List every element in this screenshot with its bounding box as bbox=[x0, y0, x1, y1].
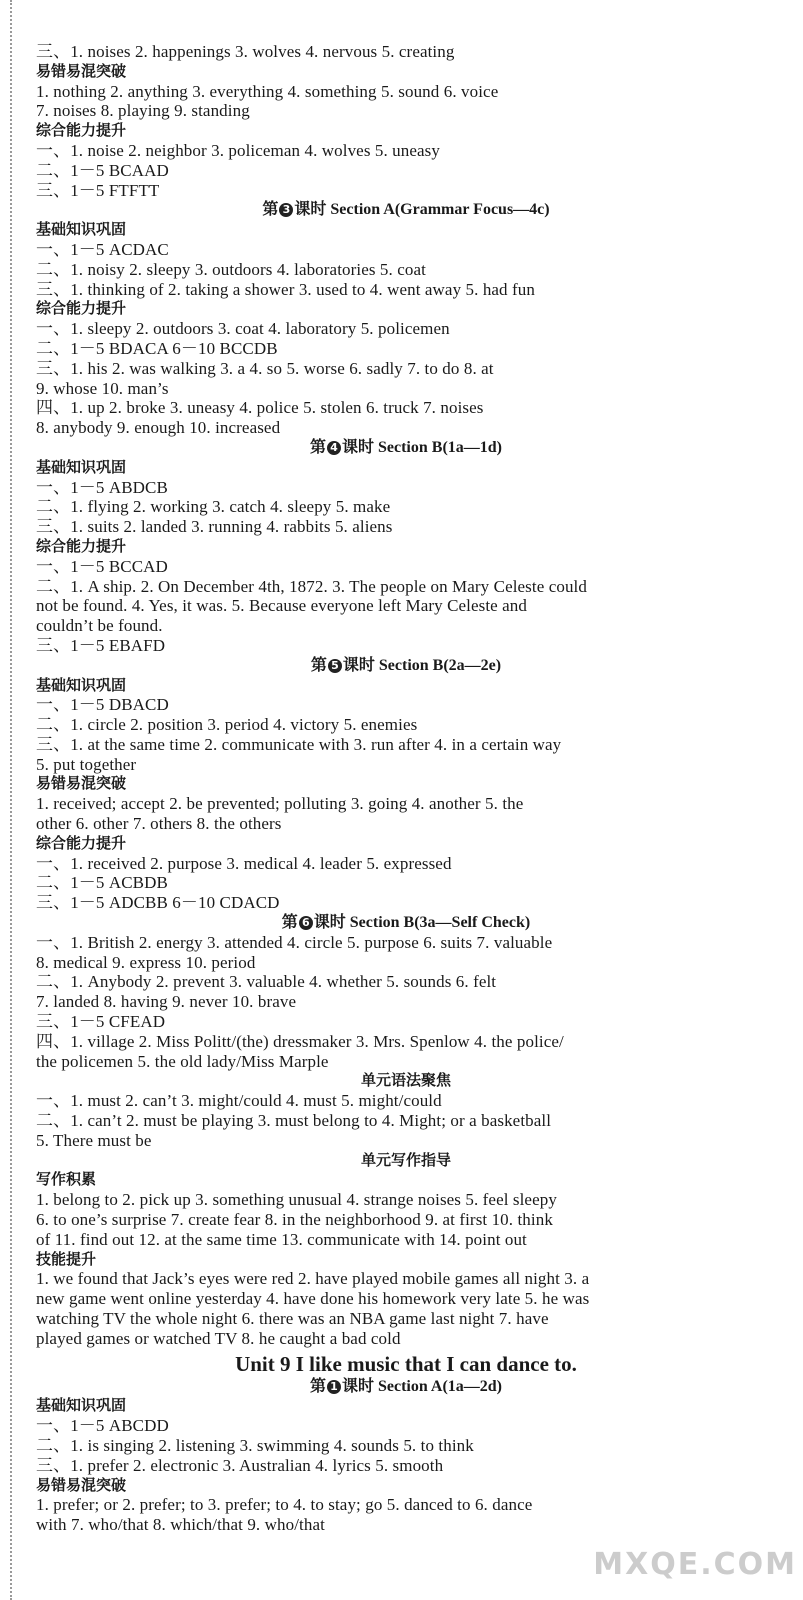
lesson-prefix: 第 bbox=[309, 438, 326, 456]
lesson-number-badge: 4 bbox=[327, 441, 341, 455]
answer-line: 一、1. sleepy 2. outdoors 3. coat 4. laboratory 5. policemen bbox=[36, 319, 450, 339]
lesson-heading bbox=[36, 1377, 776, 1397]
answer-line: new game went online yesterday 4. have done his homework very late 5. he was bbox=[36, 1289, 590, 1309]
lesson-prefix: 第 bbox=[309, 1377, 326, 1395]
lesson-heading bbox=[36, 200, 776, 220]
unit-title: Unit 9 I like music that I can dance to. bbox=[235, 1351, 577, 1376]
answer-line: 5. There must be bbox=[36, 1130, 152, 1150]
lesson-number-badge: 3 bbox=[279, 203, 293, 217]
answer-line: 一、1－5 ABCDD bbox=[36, 1416, 169, 1436]
answer-line: 三、1. at the same time 2. communicate with 3. run after 4. in a certain way bbox=[36, 734, 562, 754]
answer-line: 四、1. up 2. broke 3. uneasy 4. police 5. stolen 6. truck 7. noises bbox=[36, 398, 484, 418]
answer-line: 二、1. Anybody 2. prevent 3. valuable 4. whether 5. sounds 6. felt bbox=[36, 972, 497, 992]
answer-line: 7. landed 8. having 9. never 10. brave bbox=[36, 992, 297, 1012]
answers-unit9-section bbox=[36, 1377, 776, 1535]
section-subheading: 综合能力提升 bbox=[36, 833, 127, 852]
lesson-title: 课时 Section A(1a—2d) bbox=[342, 1377, 503, 1395]
answer-line: 二、1. flying 2. working 3. catch 4. sleepy 5. make bbox=[36, 497, 391, 517]
answer-line: 二、1. is singing 2. listening 3. swimming 4. sounds 5. to think bbox=[36, 1435, 474, 1455]
answer-line: not be found. 4. Yes, it was. 5. Because everyone left Mary Celeste and bbox=[36, 596, 528, 616]
lesson-heading bbox=[36, 913, 776, 933]
answer-line: 二、1－5 ACBDB bbox=[36, 873, 168, 893]
answer-line: 二、1. noisy 2. sleepy 3. outdoors 4. laboratories 5. coat bbox=[36, 259, 426, 279]
lesson-number-badge: 1 bbox=[327, 1380, 341, 1394]
lesson-title: 课时 Section B(3a—Self Check) bbox=[313, 914, 531, 932]
answer-line: 二、1－5 BDACA 6－10 BCCDB bbox=[36, 338, 278, 358]
block-heading: 单元写作指导 bbox=[360, 1150, 451, 1169]
answer-line: 6. to one’s surprise 7. create fear 8. in the neighborhood 9. at first 10. think bbox=[36, 1210, 553, 1230]
answer-line: 1. we found that Jack’s eyes were red 2. have played mobile games all night 3. a bbox=[36, 1269, 590, 1289]
section-subheading: 基础知识巩固 bbox=[36, 1396, 127, 1415]
answer-line: 三、1－5 CFEAD bbox=[36, 1012, 166, 1032]
answer-line: 一、1－5 DBACD bbox=[36, 695, 169, 715]
answer-line: 二、1－5 BCAAD bbox=[36, 160, 169, 180]
answer-line: 三、1－5 EBAFD bbox=[36, 635, 166, 655]
lesson-prefix: 第 bbox=[281, 914, 298, 932]
section-subheading: 基础知识巩固 bbox=[36, 220, 127, 239]
answer-line: couldn’t be found. bbox=[36, 616, 163, 636]
answer-line: 一、1. received 2. purpose 3. medical 4. leader 5. expressed bbox=[36, 853, 452, 873]
answer-line: 一、1－5 ACDAC bbox=[36, 239, 169, 259]
answer-line: 三、1. suits 2. landed 3. running 4. rabbits 5. aliens bbox=[36, 517, 393, 537]
answer-line: 1. belong to 2. pick up 3. something unusual 4. strange noises 5. feel sleepy bbox=[36, 1190, 557, 1210]
lesson-heading bbox=[36, 656, 776, 676]
answer-line: watching TV the whole night 6. there was an NBA game last night 7. have bbox=[36, 1309, 549, 1328]
section-subheading: 易错易混突破 bbox=[36, 774, 127, 793]
answer-line: 三、1. prefer 2. electronic 3. Australian 4. lyrics 5. smooth bbox=[36, 1455, 444, 1475]
section-subheading: 基础知识巩固 bbox=[36, 457, 127, 476]
answer-line: 1. received; accept 2. be prevented; polluting 3. going 4. another 5. the bbox=[36, 794, 524, 814]
answer-line: 三、1. thinking of 2. taking a shower 3. used to 4. went away 5. had fun bbox=[36, 279, 535, 299]
answer-page bbox=[36, 42, 776, 1535]
answer-line: 三、1－5 ADCBB 6－10 CDACD bbox=[36, 893, 280, 913]
lesson-number-badge: 5 bbox=[328, 659, 342, 673]
section-subheading: 技能提升 bbox=[36, 1249, 97, 1268]
lesson-prefix: 第 bbox=[310, 656, 327, 674]
answer-line: 8. anybody 9. enough 10. increased bbox=[36, 418, 281, 438]
answer-line: 7. noises 8. playing 9. standing bbox=[36, 101, 250, 121]
answer-line: 三、1. noises 2. happenings 3. wolves 4. nervous 5. creating bbox=[36, 42, 455, 61]
lesson-heading bbox=[36, 438, 776, 458]
answer-line: 一、1－5 BCCAD bbox=[36, 556, 168, 576]
answer-line: 一、1. must 2. can’t 3. might/could 4. must 5. might/could bbox=[36, 1091, 442, 1111]
block-heading: 单元语法聚焦 bbox=[360, 1071, 451, 1090]
answer-line: 1. nothing 2. anything 3. everything 4. something 5. sound 6. voice bbox=[36, 81, 499, 101]
section-subheading: 易错易混突破 bbox=[36, 1475, 127, 1494]
answer-line: 三、1. his 2. was walking 3. a 4. so 5. worse 6. sadly 7. to do 8. at bbox=[36, 358, 494, 378]
watermark-logo: MXQE.COM bbox=[593, 1547, 797, 1582]
answer-line: 5. put together bbox=[36, 754, 137, 774]
answer-line: 四、1. village 2. Miss Politt/(the) dressmaker 3. Mrs. Spenlow 4. the police/ bbox=[36, 1031, 564, 1051]
answer-line: other 6. other 7. others 8. the others bbox=[36, 814, 282, 834]
section-subheading: 综合能力提升 bbox=[36, 121, 127, 140]
answer-line: 二、1. A ship. 2. On December 4th, 1872. 3. The people on Mary Celeste could bbox=[36, 576, 587, 596]
answer-line: played games or watched TV 8. he caught a bad cold bbox=[36, 1328, 401, 1348]
lesson-title: 课时 Section B(1a—1d) bbox=[342, 438, 503, 456]
answer-line: 一、1. British 2. energy 3. attended 4. circle 5. purpose 6. suits 7. valuable bbox=[36, 932, 553, 952]
lesson-number-badge: 6 bbox=[299, 916, 313, 930]
section-subheading: 综合能力提升 bbox=[36, 299, 127, 318]
margin-dotted-rule bbox=[10, 0, 12, 1600]
answer-line: 二、1. can’t 2. must be playing 3. must belong to 4. Might; or a basketball bbox=[36, 1111, 552, 1131]
section-subheading: 综合能力提升 bbox=[36, 536, 127, 555]
lesson-title: 课时 Section B(2a—2e) bbox=[342, 656, 502, 674]
answer-line: 9. whose 10. man’s bbox=[36, 378, 169, 398]
section-subheading: 基础知识巩固 bbox=[36, 675, 127, 694]
answer-line: the policemen 5. the old lady/Miss Marple bbox=[36, 1051, 329, 1071]
answer-line: 8. medical 9. express 10. period bbox=[36, 952, 256, 972]
section-subheading: 易错易混突破 bbox=[36, 61, 127, 80]
section-subheading: 写作积累 bbox=[36, 1170, 97, 1189]
answer-line: 三、1－5 FTFTT bbox=[36, 180, 160, 200]
answer-line: 一、1－5 ABDCB bbox=[36, 477, 168, 497]
lesson-title: 课时 Section A(Grammar Focus—4c) bbox=[294, 201, 550, 219]
answer-line: of 11. find out 12. at the same time 13. communicate with 14. point out bbox=[36, 1229, 527, 1249]
answer-line: with 7. who/that 8. which/that 9. who/that bbox=[36, 1515, 325, 1535]
answers-unit8-section bbox=[36, 42, 776, 1349]
answer-line: 二、1. circle 2. position 3. period 4. victory 5. enemies bbox=[36, 715, 418, 735]
lesson-prefix: 第 bbox=[262, 201, 279, 219]
answer-line: 一、1. noise 2. neighbor 3. policeman 4. wolves 5. uneasy bbox=[36, 140, 440, 160]
answer-line: 1. prefer; or 2. prefer; to 3. prefer; to 4. to stay; go 5. danced to 6. dance bbox=[36, 1495, 533, 1515]
